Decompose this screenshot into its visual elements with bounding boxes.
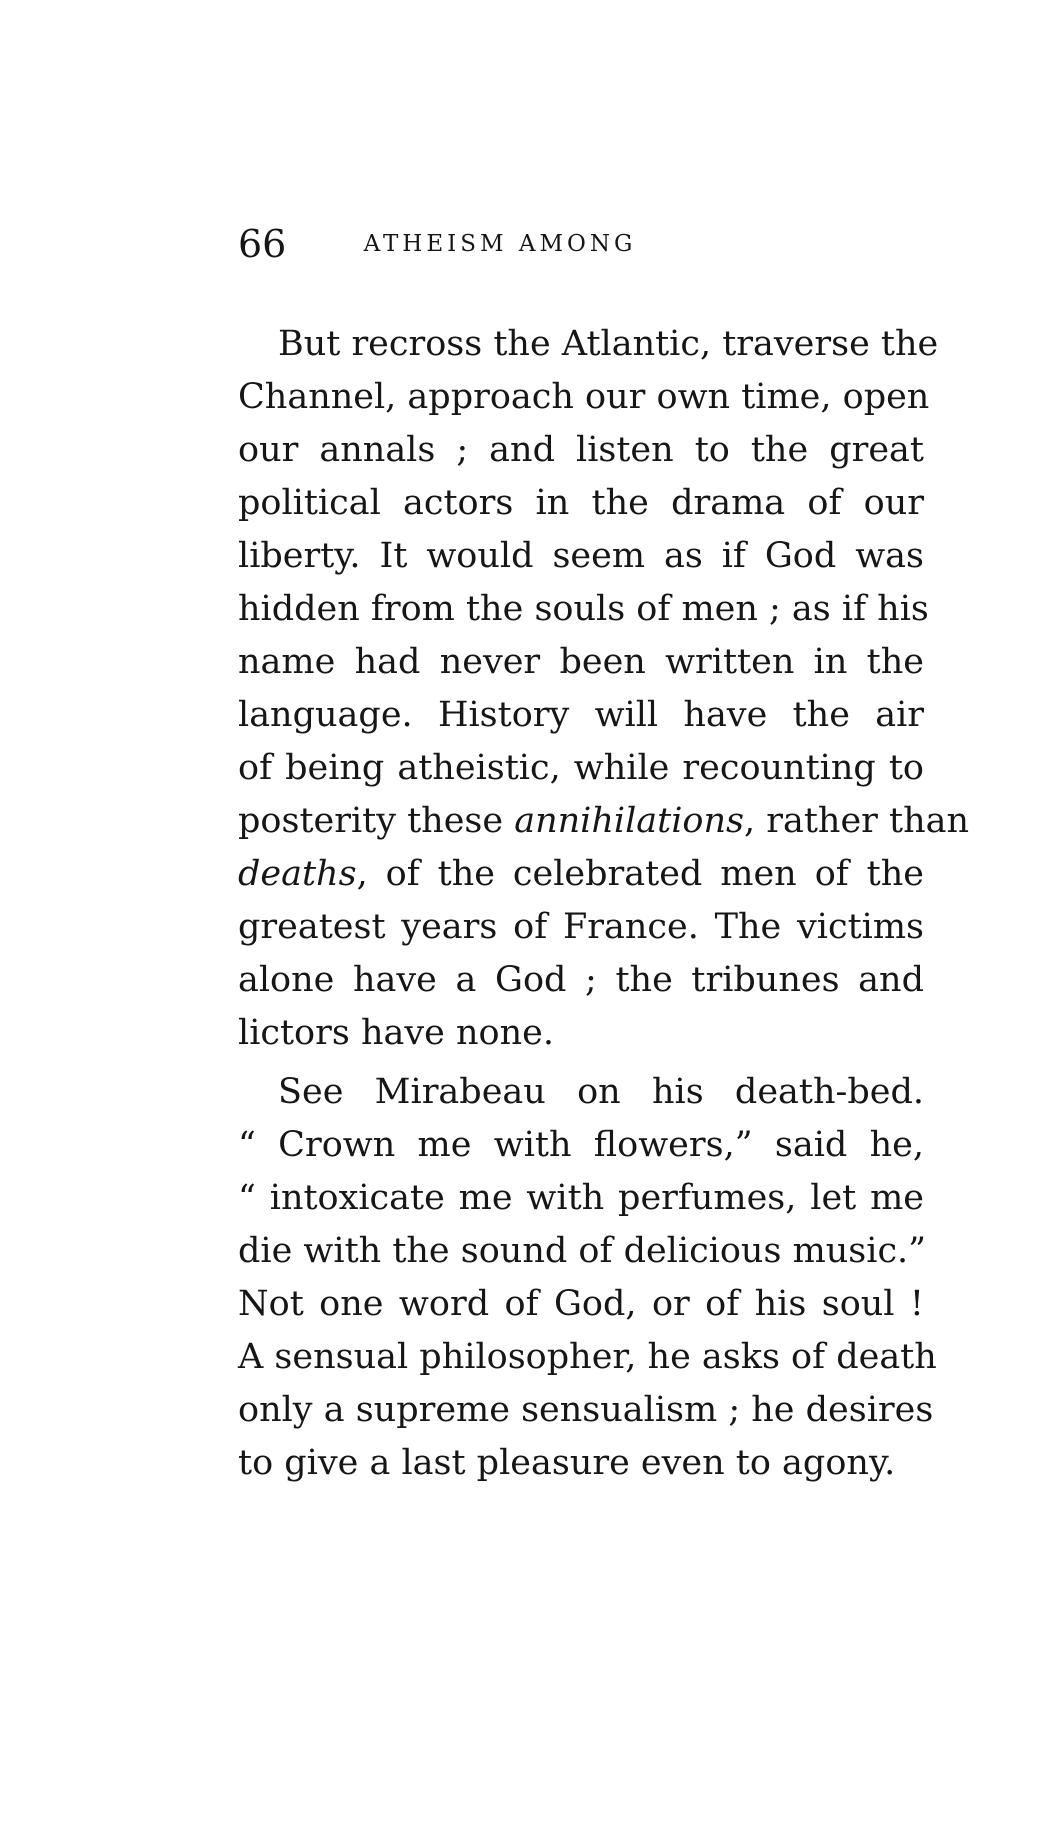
paragraph: [238, 1066, 937, 1490]
text-line: name had never been written in the: [238, 642, 924, 682]
running-title: ATHEISM AMONG: [363, 231, 637, 257]
text-line: See Mirabeau on his death-bed.: [278, 1072, 924, 1112]
text-line-with-italic: [238, 795, 970, 848]
text-line: Not one word of God, or of his soul !: [238, 1284, 924, 1324]
text-line: greatest years of France. The victims: [238, 907, 924, 947]
text-line: our annals ; and listen to the great: [238, 430, 924, 470]
italic-word: annihilations: [514, 801, 745, 841]
line-text: , of the celebrated men of the: [356, 854, 924, 894]
text-line: of being atheistic, while recounting to: [238, 748, 924, 788]
body-text: [238, 318, 970, 1490]
text-line: die with the sound of delicious music.”: [238, 1231, 927, 1271]
text-line: alone have a God ; the tribunes and: [238, 960, 924, 1000]
text-line: lictors have none.: [238, 1013, 554, 1053]
text-line: “ intoxicate me with perfumes, let me: [238, 1178, 924, 1218]
text-line: liberty. It would seem as if God was: [238, 536, 924, 576]
text-line: “ Crown me with flowers,” said he,: [238, 1125, 924, 1165]
paragraph: [238, 318, 970, 1060]
page-number: 66: [238, 222, 287, 266]
text-line: only a supreme sensualism ; he desires: [238, 1390, 934, 1430]
text-line: A sensual philosopher, he asks of death: [238, 1337, 937, 1377]
text-line-with-italic: [238, 848, 924, 901]
text-line: language. History will have the air: [238, 695, 924, 735]
text-line: political actors in the drama of our: [238, 483, 924, 523]
text-line: Channel, approach our own time, open: [238, 377, 930, 417]
text-line: to give a last pleasure even to agony.: [238, 1443, 896, 1483]
line-text: posterity these: [238, 801, 515, 841]
text-line: But recross the Atlantic, traverse the: [278, 324, 939, 364]
line-text: , rather than: [744, 801, 970, 841]
text-line: hidden from the souls of men ; as if his: [238, 589, 929, 629]
page-header: [238, 218, 722, 270]
italic-word: deaths: [238, 854, 357, 894]
